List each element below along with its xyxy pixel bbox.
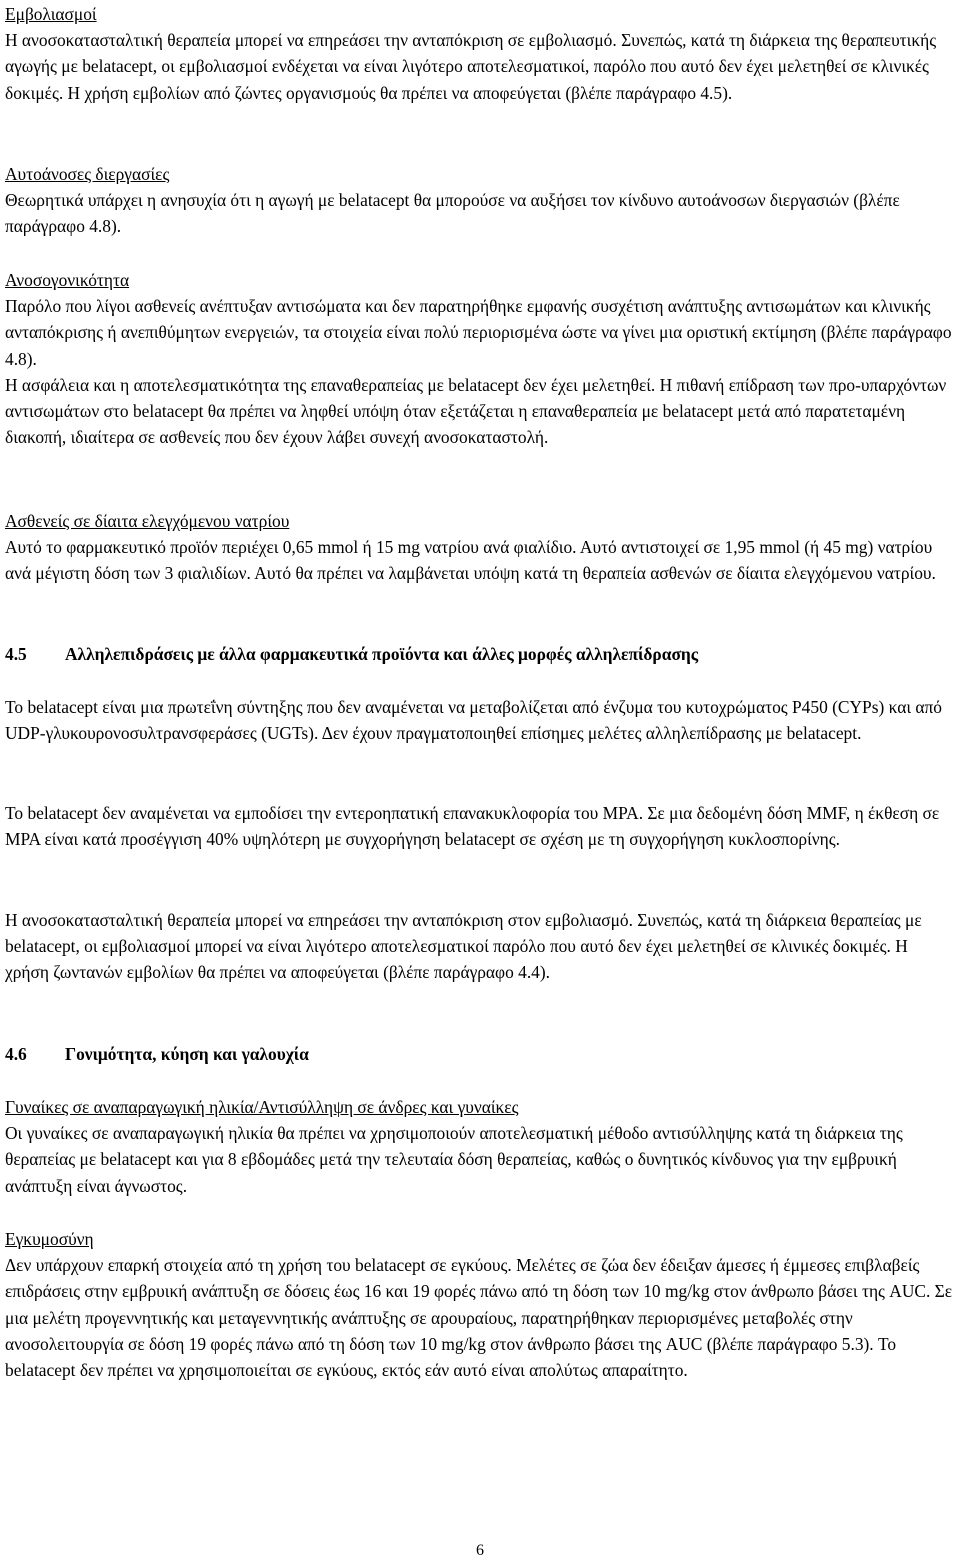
section-4-6-number: 4.6 [5, 1044, 27, 1064]
section-4-5-heading [5, 641, 953, 667]
vaccinations-block [5, 1, 953, 106]
vaccinations-heading: Εμβολιασμοί [5, 4, 97, 24]
section-4-5-text-3: Η ανοσοκατασταλτική θεραπεία μπορεί να επηρεάσει την ανταπόκριση στον εμβολιασμό. Συνεπώς, κατά τη διάρκεια θεραπείας με belatacept, οι εμβολιασμοί μπορεί να είναι λιγότερο αποτελεσματικοί παρόλο που αυτό δεν έχει μελετηθεί σε κλινικές δοκιμές. Η χρήση ζωντανών εμβολίων θα πρέπει να αποφεύγεται (βλέπε παράγραφο 4.4). [5, 910, 922, 983]
vaccinations-text: Η ανοσοκατασταλτική θεραπεία μπορεί να επηρεάσει την ανταπόκριση σε εμβολιασμό. Συνεπώς, κατά τη διάρκεια της θεραπευτικής αγωγής με belatacept, οι εμβολιασμοί ενδέχεται να είναι λιγότερο αποτελεσματικοί, παρόλο που αυτό δεν έχει μελετηθεί σε κλινικές δοκιμές. Η χρήση εμβολίων από ζώντες οργανισμούς θα πρέπει να αποφεύγεται (βλέπε παράγραφο 4.5). [5, 30, 937, 103]
section-4-5-paragraph-3 [5, 907, 953, 986]
contraception-block [5, 1094, 953, 1199]
sodium-heading: Ασθενείς σε δίαιτα ελεγχόμενου νατρίου [5, 511, 290, 531]
section-4-5-text-2: Το belatacept δεν αναμένεται να εμποδίσει την εντεροηπατική επανακυκλοφορία του MPA. Σε μια δεδομένη δόση MMF, η έκθεση σε MPA είναι κατά προσέγγιση 40% υψηλότερη με συγχορήγηση belatacept σε σχέση με τη συγχορήγηση κυκλοσπορίνης. [5, 803, 940, 850]
page-number: 6 [476, 1542, 484, 1559]
immunogenicity-text-1: Παρόλο που λίγοι ασθενείς ανέπτυξαν αντισώματα και δεν παρατηρήθηκε εμφανής συσχέτιση ανάπτυξης αντισωμάτων και κλινικής ανταπόκρισης ή ανεπιθύμητων ενεργειών, τα στοιχεία είναι πολύ περιορισμένα ώστε να γίνει μια οριστική εκτίμηση (βλέπε παράγραφο 4.8). [5, 296, 952, 369]
section-4-5-text-1: Το belatacept είναι μια πρωτεΐνη σύντηξης που δεν αναμένεται να μεταβολίζεται από ένζυμα του κυτοχρώματος P450 (CYPs) και από UDP-γλυκουρονοσυλτρανσφεράσες (UGTs). Δεν έχουν πραγματοποιηθεί επίσημες μελέτες αλληλεπίδρασης με belatacept. [5, 697, 942, 744]
contraception-heading: Γυναίκες σε αναπαραγωγική ηλικία/Αντισύλληψη σε άνδρες και γυναίκες [5, 1097, 519, 1117]
section-4-5-title: Αλληλεπιδράσεις με άλλα φαρμακευτικά προϊόντα και άλλες μορφές αλληλεπίδρασης [65, 644, 699, 664]
autoimmune-block [5, 161, 953, 240]
pregnancy-text: Δεν υπάρχουν επαρκή στοιχεία από τη χρήση του belatacept σε εγκύους. Μελέτες σε ζώα δεν έδειξαν άμεσες ή έμμεσες επιβλαβείς επιδράσεις στην εμβρυική ανάπτυξη σε δόσεις έως 16 και 19 φορές πάνω από τη δόση των 10 mg/kg στον άνθρωπο βάσει της AUC. Σε μια μελέτη προγεννητικής και μεταγεννητικής ανάπτυξης σε αρουραίους, παρατηρήθηκαν περιορισμένες μεταβολές στην ανοσολειτουργία σε δόση 19 φορές πάνω από τη δόση των 10 mg/kg στον άνθρωπο βάσει της AUC (βλέπε παράγραφο 5.3). Το belatacept δεν πρέπει να χρησιμοποιείται σε εγκύους, εκτός εάν αυτό είναι απολύτως απαραίτητο. [5, 1255, 953, 1381]
immunogenicity-text-2: Η ασφάλεια και η αποτελεσματικότητα της επαναθεραπείας με belatacept δεν έχει μελετηθεί. Η πιθανή επίδραση των προ-υπαρχόντων αντισωμάτων στο belatacept θα πρέπει να ληφθεί υπόψη όταν εξετάζεται η επαναθεραπεία με belatacept μετά από παρατεταμένη διακοπή, ιδιαίτερα σε ασθενείς που δεν έχουν λάβει συνεχή ανοσοκαταστολή. [5, 374, 947, 448]
pregnancy-heading: Εγκυμοσύνη [5, 1229, 94, 1249]
section-4-6-title: Γονιμότητα, κύηση και γαλουχία [65, 1044, 309, 1064]
section-4-5-number: 4.5 [5, 644, 27, 664]
immunogenicity-heading: Ανοσογονικότητα [5, 270, 130, 290]
autoimmune-heading: Αυτοάνοσες διεργασίες [5, 164, 170, 184]
autoimmune-text: Θεωρητικά υπάρχει η ανησυχία ότι η αγωγή με belatacept θα μπορούσε να αυξήσει τον κίνδυνο αυτοάνοσων διεργασιών (βλέπε παράγραφο 4.8). [5, 190, 900, 237]
section-4-6-heading [5, 1041, 953, 1067]
sodium-block [5, 508, 953, 587]
section-4-5-paragraph-1 [5, 694, 953, 746]
pregnancy-block [5, 1226, 953, 1383]
contraception-text: Οι γυναίκες σε αναπαραγωγική ηλικία θα πρέπει να χρησιμοποιούν αποτελεσματική μέθοδο αντισύλληψης κατά τη διάρκεια της θεραπείας με belatacept και για 8 εβδομάδες μετά την τελευταία δόση θεραπείας, καθώς ο δυνητικός κίνδυνος για την εμβρυική ανάπτυξη είναι άγνωστος. [5, 1123, 903, 1196]
section-4-5-paragraph-2 [5, 800, 953, 852]
sodium-text: Αυτό το φαρμακευτικό προϊόν περιέχει 0,65 mmol ή 15 mg νατρίου ανά φιαλίδιο. Αυτό αντιστοιχεί σε 1,95 mmol (ή 45 mg) νατρίου ανά μέγιστη δόση των 3 φιαλιδίων. Αυτό θα πρέπει να λαμβάνεται υπόψη κατά τη θεραπεία ασθενών σε δίαιτα ελεγχόμενου νατρίου. [5, 537, 936, 584]
immunogenicity-block [5, 267, 953, 450]
